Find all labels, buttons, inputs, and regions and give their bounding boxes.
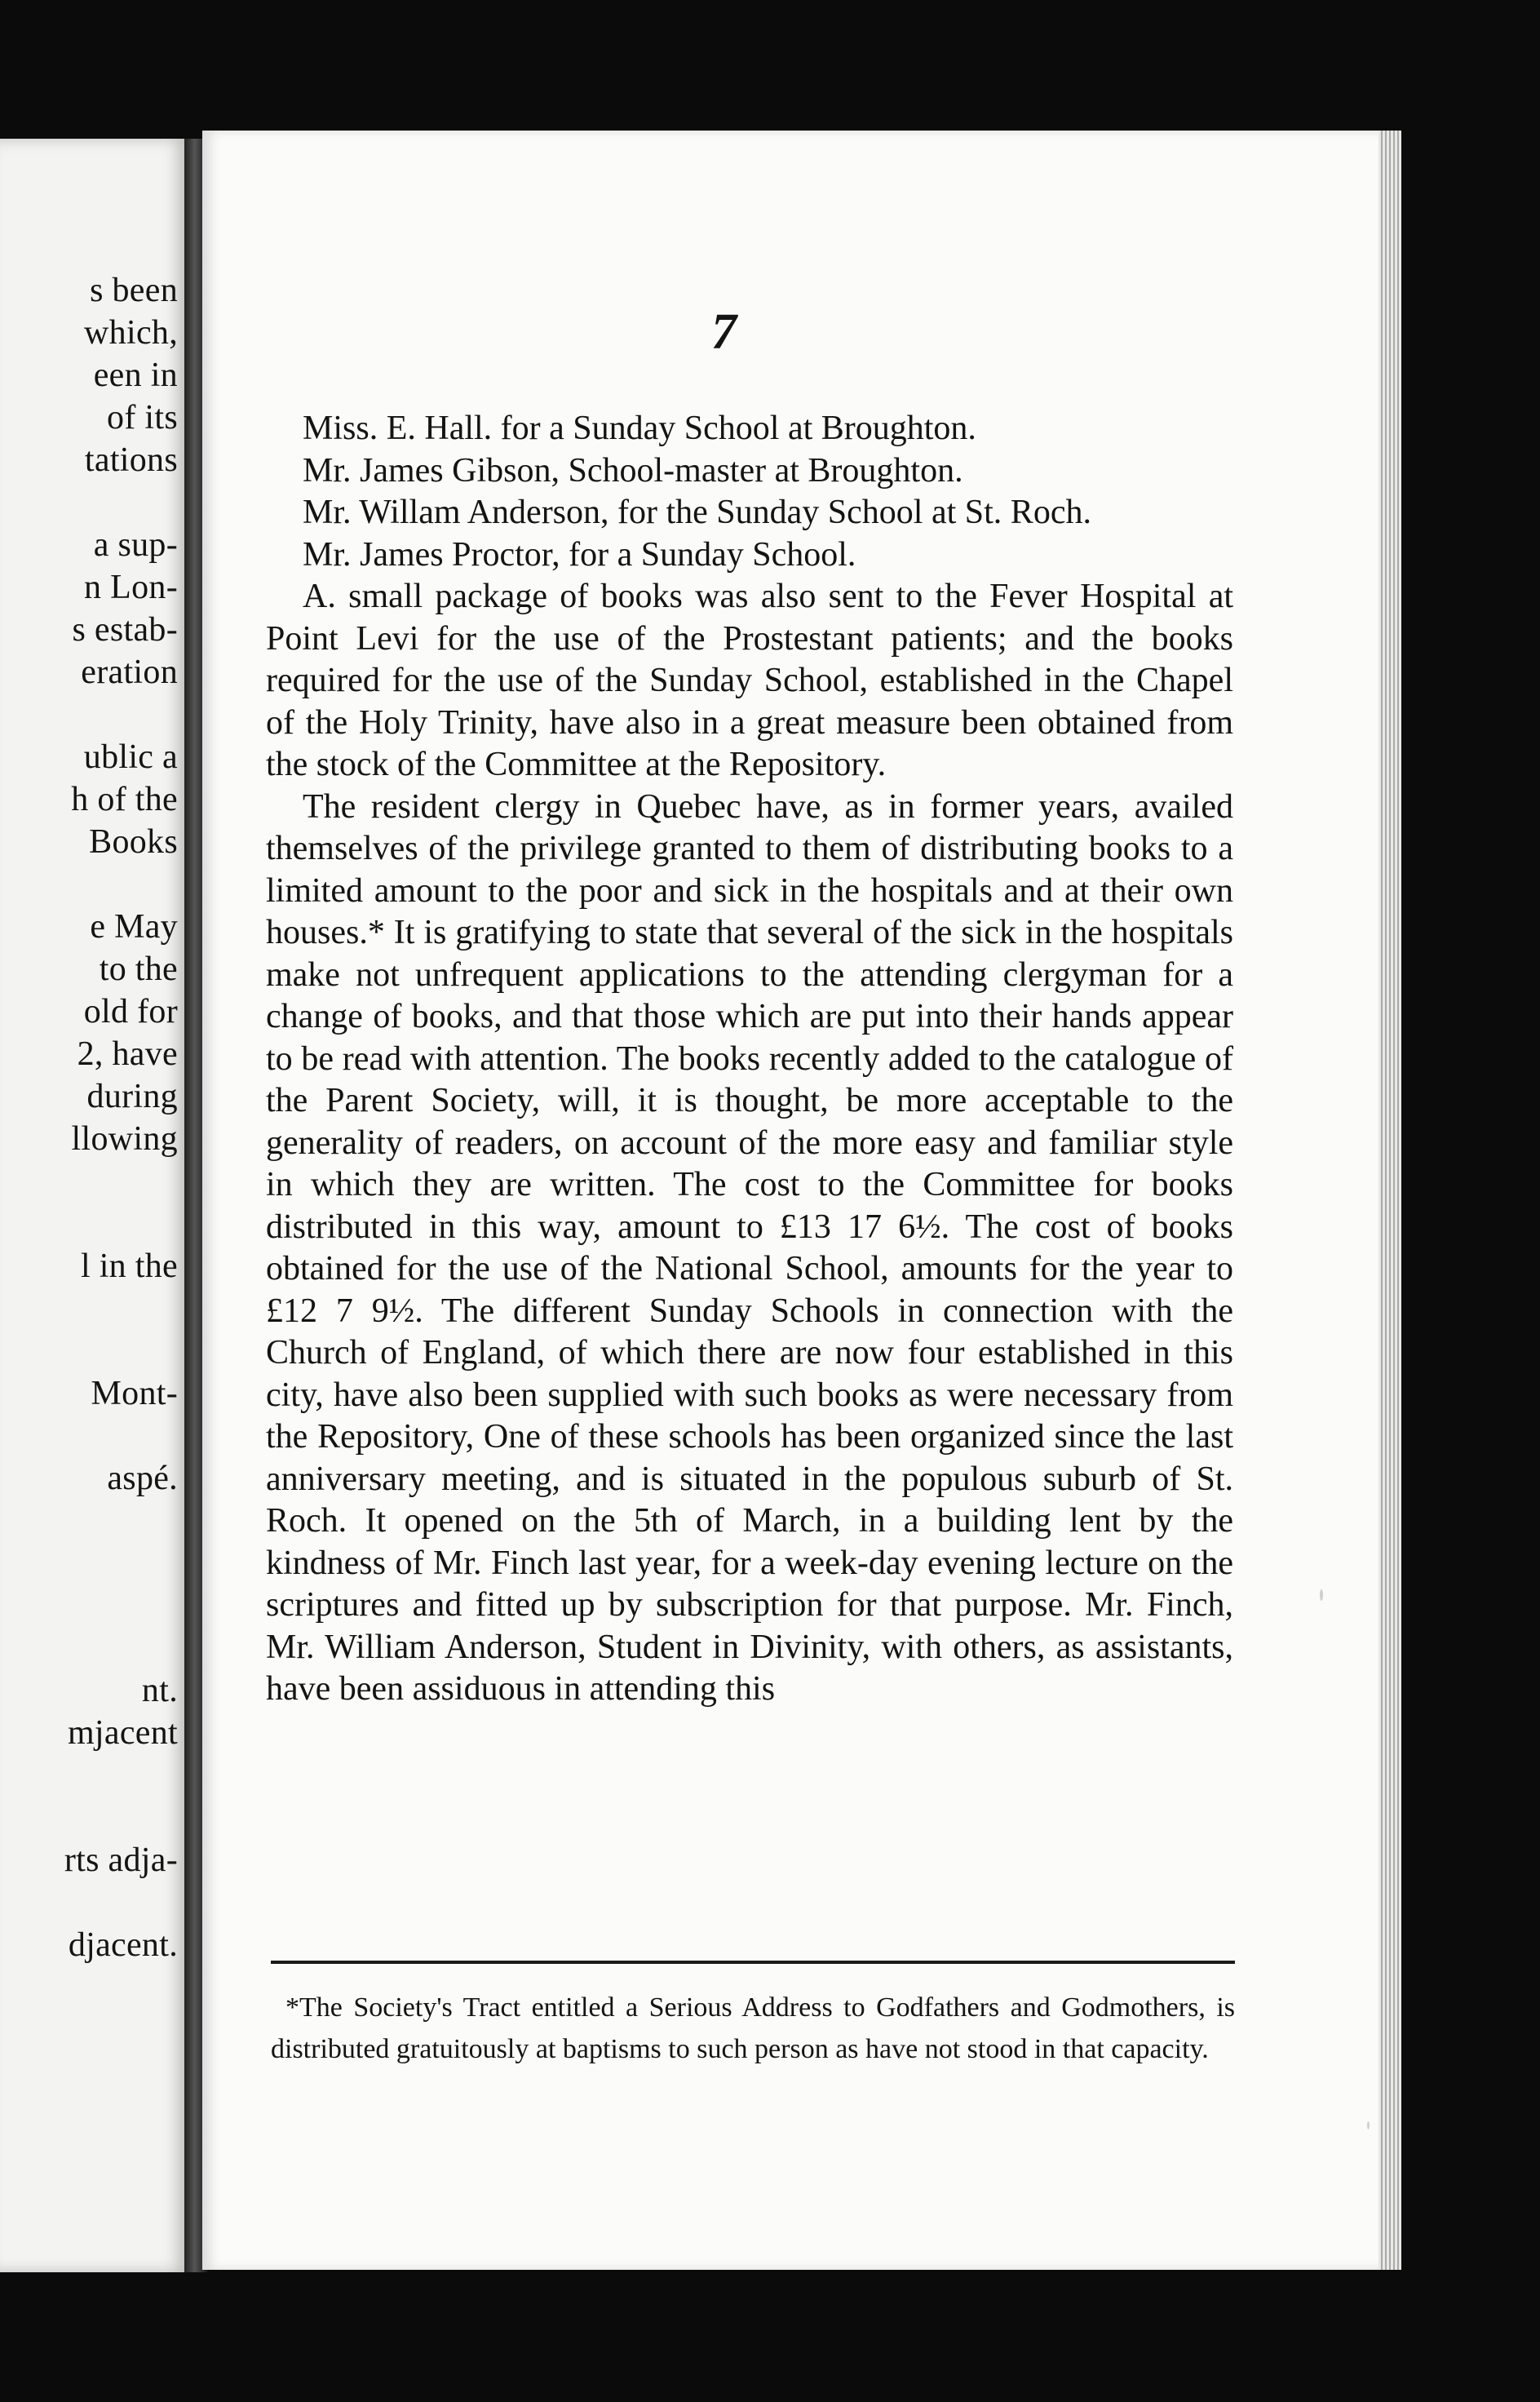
left-page-fragment: een in [93,357,178,394]
left-page-fragment: n Lon- [84,569,178,606]
left-page-fragment: of its [107,399,178,437]
left-page-fragment: ublic a [83,738,178,776]
left-page-fragment: nt. [141,1672,178,1709]
paragraph: A. small package of books was also sent to the Fever Hospital at Point Levi for the use of the Prostestant patients; and the books required for the use of the Sunday School, established in the Chapel of the Holy Trinity, have also in a great measure been obtained from the stock of the Committee at the Repository. [266,578,1233,783]
left-page-fragment: llowing [71,1120,178,1158]
footnote [271,1987,1235,2070]
entry-line: Miss. E. Hall. for a Sunday School at Broughton. [303,410,976,447]
left-page-fragment: 2, have [77,1035,178,1073]
footnote-rule [271,1961,1235,1964]
entry-line: Mr. James Proctor, for a Sunday School. [303,535,856,574]
left-page-fragment: rts adja- [64,1841,178,1879]
left-page-fragment: s estab- [72,611,178,649]
left-page-fragment: djacent. [68,1926,178,1964]
entry-line: Mr. Willam Anderson, for the Sunday School at St. Roch. [303,494,1091,531]
left-page-fragment: Mont- [91,1375,178,1412]
left-page-fragment: aspé. [107,1460,178,1497]
left-page-fragment: mjacent [67,1714,178,1752]
left-page-fragment: old for [83,993,178,1030]
page-edge [1378,131,1401,2270]
left-page-fragment: Books [89,823,178,861]
left-page-fragment: during [86,1078,178,1115]
left-page-fragment: eration [81,654,178,691]
left-page-fragment: to the [99,951,178,988]
footnote-text: *The Society's Tract entitled a Serious Address to Godfathers and Godmothers, is distributed gratuitously at baptisms to such person as have not stood in that capacity. [271,1992,1235,2064]
left-page-fragment: h of the [71,781,178,818]
left-page-fragment: which, [84,314,178,352]
page-number: 7 [711,304,737,360]
left-page-fragment: s been [90,272,178,309]
left-page-fragment: e May [90,908,178,946]
left-page-fragment: a sup- [93,526,178,564]
left-page [0,139,189,2272]
paragraph: The resident clergy in Quebec have, as in former years, availed themselves of the privilege granted to them of distributing books to a limited amount to the poor and sick in the hospitals and at their own houses.* It is gratifying to state that several of the sick in the hospitals make not unfrequent applications to the attending clergyman for a change of books, and that those which are put into their hands appear to be read with attention. The books recently added to the catalogue of the Parent Society, will, it is thought, be more acceptable to the generality of readers, on account of the more easy and familiar style in which they are written. The cost to the Committee for books distributed in this way, amount to £13 17 6½. The cost of books obtained for the use of the National School, amounts for the year to £12 7 9½. The different Sunday Schools in connection with the Church of England, of which there are now four established in this city, have also been supplied with such books as were necessary from the Repository, One of these schools has been organized since the last anniversary meeting, and is situated in the populous suburb of St. Roch. It opened on the 5th of March, in a building lent by the kindness of Mr. Finch last year, for a week-day evening lecture on the scriptures and fitted up by subscription for that purpose. Mr. Finch, Mr. William Anderson, Student in Divinity, with others, as assistants, have been assiduous in attending this [266,787,1233,1708]
dust-speck [1320,1589,1323,1601]
body-text [266,408,1233,1711]
left-page-fragment: l in the [80,1248,178,1285]
left-page-fragment: tations [84,441,178,479]
entry-line: Mr. James Gibson, School-master at Broughton. [303,451,963,490]
dust-speck [1367,2121,1370,2129]
